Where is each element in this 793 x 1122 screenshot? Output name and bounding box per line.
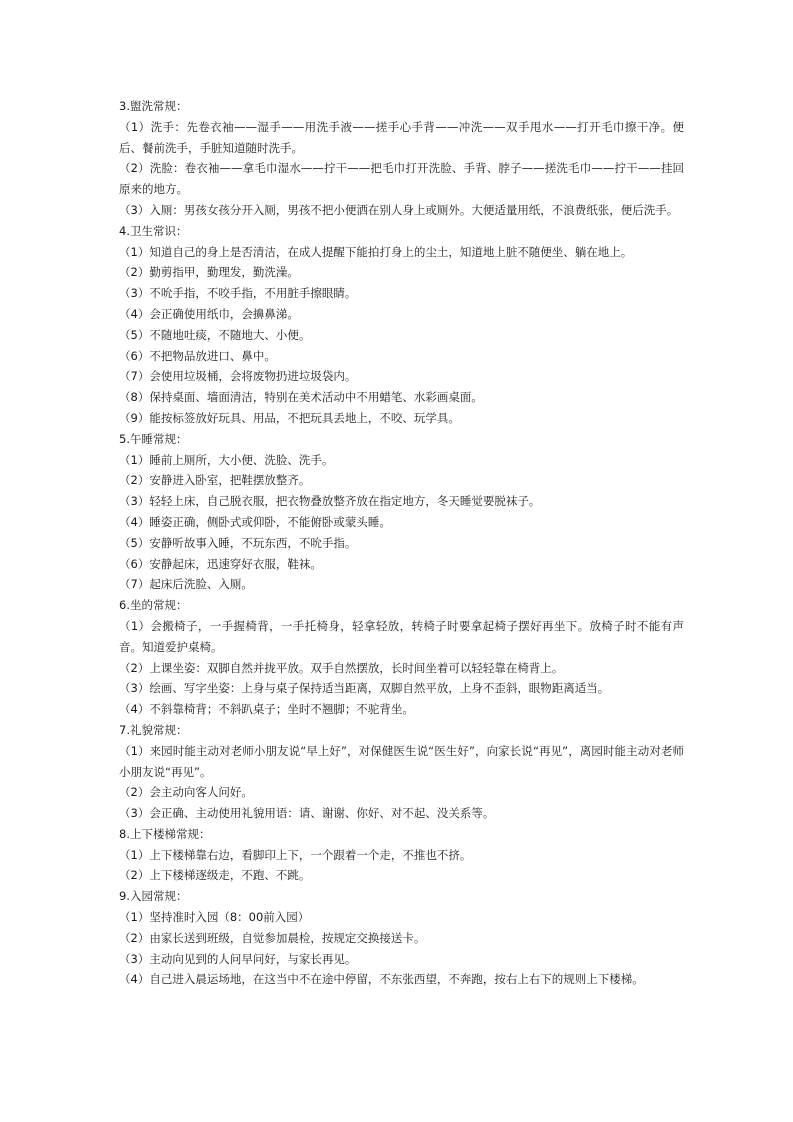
section-sitting — [119, 595, 684, 720]
list-item: （1）坚持准时入园（8：00前入园） — [119, 910, 310, 925]
list-item: （2）由家长送到班级，自觉参加晨检，按规定交换接送卡。 — [119, 930, 426, 945]
list-item: （1）上下楼梯靠右边，看脚印上下，一个跟着一个走，不推也不挤。 — [119, 847, 472, 862]
list-item: （5）不随地吐痰，不随地大、小便。 — [119, 327, 311, 342]
list-item: （2）洗脸：卷衣袖——拿毛巾湿水——拧干——把毛巾打开洗脸、手背、脖子——搓洗毛巾——拧干——挂回原来的地方。 — [119, 161, 684, 197]
list-item: （4）会正确使用纸巾，会擤鼻涕。 — [119, 306, 299, 321]
list-item: （9）能按标签放好玩具、用品，不把玩具丢地上，不咬、玩学具。 — [119, 410, 460, 425]
section-title: 4.卫生常识： — [119, 223, 188, 238]
section-stairs — [119, 824, 684, 886]
section-title: 7.礼貌常规： — [119, 722, 188, 737]
list-item: （4）自己进入晨运场地，在这当中不在途中停留，不东张西望，不奔跑，按右上右下的规则上下楼梯。 — [119, 972, 644, 987]
list-item: （7）起床后洗脸、入厕。 — [119, 577, 253, 592]
section-hygiene — [119, 221, 684, 429]
list-item: （1）洗手：先卷衣袖——湿手——用洗手液——搓手心手背——冲洗——双手甩水——打开毛巾擦干净。便后、餐前洗手，手脏知道随时洗手。 — [119, 119, 684, 155]
list-item: （1）来园时能主动对老师小朋友说“早上好”，对保健医生说“医生好”，向家长说“再见”，离园时能主动对老师小朋友说“再见”。 — [119, 743, 684, 779]
list-item: （6）不把物品放进口、鼻中。 — [119, 348, 276, 363]
list-item: （1）睡前上厕所，大小便、洗脸、洗手。 — [119, 452, 334, 467]
list-item: （3）绘画、写字坐姿：上身与桌子保持适当距离，双脚自然平放，上身不歪斜，眼物距离适当。 — [119, 681, 610, 696]
list-item: （2）上下楼梯逐级走，不跑、不跳。 — [119, 868, 311, 883]
list-item: （3）主动向见到的人问早问好，与家长再见。 — [119, 951, 357, 966]
list-item: （3）入厕：男孩女孩分开入厕，男孩不把小便洒在别人身上或厕外。大便适量用纸，不浪费纸张，便后洗手。 — [119, 202, 679, 217]
list-item: （8）保持桌面、墙面清洁，特别在美术活动中不用蜡笔、水彩画桌面。 — [119, 390, 483, 405]
section-nap — [119, 429, 684, 595]
list-item: （4）睡姿正确，侧卧式或仰卧，不能俯卧或蒙头睡。 — [119, 514, 391, 529]
section-title: 8.上下楼梯常规： — [119, 826, 211, 841]
list-item: （1）知道自己的身上是否清洁，在成人提醒下能拍打身上的尘土，知道地上脏不随便坐、躺在地上。 — [119, 244, 633, 259]
section-title: 9.入园常规： — [119, 889, 188, 904]
section-title: 6.坐的常规： — [119, 598, 188, 613]
list-item: （2）安静进入卧室，把鞋摆放整齐。 — [119, 473, 311, 488]
section-arrival — [119, 886, 684, 990]
document-body — [119, 96, 684, 990]
list-item: （2）上课坐姿：双脚自然并拢平放。双手自然摆放，长时间坐着可以轻轻靠在椅背上。 — [119, 660, 564, 675]
list-item: （2）勤剪指甲，勤理发，勤洗澡。 — [119, 265, 299, 280]
list-item: （5）安静听故事入睡，不玩东西，不吮手指。 — [119, 535, 357, 550]
list-item: （2）会主动向客人问好。 — [119, 785, 253, 800]
section-title: 5.午睡常规： — [119, 431, 188, 446]
list-item: （7）会使用垃圾桶，会将废物扔进垃圾袋内。 — [119, 369, 357, 384]
section-title: 3.盥洗常规： — [119, 99, 188, 113]
list-item: （3）轻轻上床，自己脱衣服，把衣物叠放整齐放在指定地方，冬天睡觉要脱袜子。 — [119, 494, 541, 509]
section-manners — [119, 720, 684, 824]
list-item: （3）不吮手指，不咬手指，不用脏手擦眼睛。 — [119, 286, 357, 301]
list-item: （3）会正确、主动使用礼貌用语：请、谢谢、你好、对不起、没关系等。 — [119, 806, 495, 821]
list-item: （1）会搬椅子，一手握椅背，一手托椅身，轻拿轻放，转椅子时要拿起椅子摆好再坐下。放椅子时不能有声音。知道爱护桌椅。 — [119, 618, 684, 654]
section-washing — [119, 96, 684, 221]
list-item: （4）不斜靠椅背；不斜趴桌子；坐时不翘脚；不驼背坐。 — [119, 702, 414, 717]
list-item: （6）安静起床，迅速穿好衣服，鞋袜。 — [119, 556, 322, 571]
